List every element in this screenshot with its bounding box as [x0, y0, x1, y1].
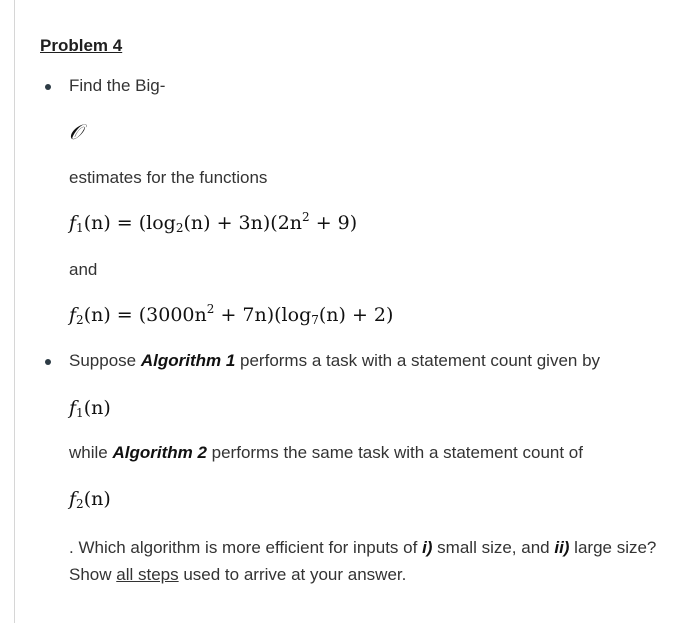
- f1-subscript: 1: [76, 221, 84, 235]
- question-mid: small size, and: [432, 538, 555, 557]
- f2-ref-arg: (n): [83, 488, 111, 510]
- f1-arg: (n) = (log: [83, 212, 176, 234]
- while-pre: while: [69, 443, 113, 462]
- f1-end: + 9): [309, 212, 358, 234]
- big-o-symbol: 𝒪: [69, 120, 83, 144]
- bullet2-sentence: [69, 351, 600, 371]
- algorithm-2-label: Algorithm 2: [112, 443, 207, 462]
- all-steps-emphasis: all steps: [116, 565, 179, 584]
- algorithm-1-label: Algorithm 1: [140, 351, 236, 370]
- f2-end: (n) + 2): [318, 304, 394, 326]
- f2-subscript: 2: [76, 313, 84, 327]
- f1-ref-name: f: [69, 397, 77, 419]
- bullet-dot-1: [45, 84, 51, 90]
- bullet1-intro: Find the Big-: [69, 76, 166, 95]
- formula-f1: [69, 212, 357, 234]
- f1-ref-subscript: 1: [76, 406, 84, 420]
- f2-arg: (n) = (3000n: [83, 304, 207, 326]
- formula-f2: [69, 304, 393, 326]
- question-pre: . Which algorithm is more efficient for inputs of: [69, 538, 423, 557]
- content-left-border: [14, 0, 15, 623]
- bullet2-pre: Suppose: [69, 351, 141, 370]
- estimates-text: estimates for the functions: [69, 168, 268, 187]
- f1-mid: (n) + 3n)(2n: [183, 212, 303, 234]
- and-text: and: [69, 260, 98, 279]
- question-end: used to arrive at your answer.: [178, 565, 407, 584]
- f2-ref-name: f: [69, 488, 77, 510]
- while-post: performs the same task with a statement count of: [206, 443, 583, 462]
- f2-name: f: [69, 304, 77, 326]
- problem-heading: Problem 4: [40, 36, 123, 55]
- f2-log-base: 7: [311, 313, 319, 327]
- f2-ref-subscript: 2: [76, 497, 84, 511]
- part-i-label: i): [422, 538, 433, 557]
- f1-ref-arg: (n): [83, 397, 111, 419]
- question-paragraph: [69, 534, 659, 588]
- while-sentence: [69, 443, 583, 463]
- formula-f2-ref: [69, 488, 111, 510]
- f2-mid: + 7n)(log: [214, 304, 312, 326]
- f1-exponent: 2: [302, 210, 310, 224]
- part-ii-label: ii): [554, 538, 570, 557]
- formula-f1-ref: [69, 397, 111, 419]
- bullet2-post: performs a task with a statement count given by: [235, 351, 601, 370]
- f1-name: f: [69, 212, 77, 234]
- f2-exponent: 2: [206, 302, 215, 316]
- question-post: large size? Show: [69, 538, 657, 584]
- bullet-dot-2: [45, 359, 51, 365]
- f1-log-base: 2: [175, 221, 184, 235]
